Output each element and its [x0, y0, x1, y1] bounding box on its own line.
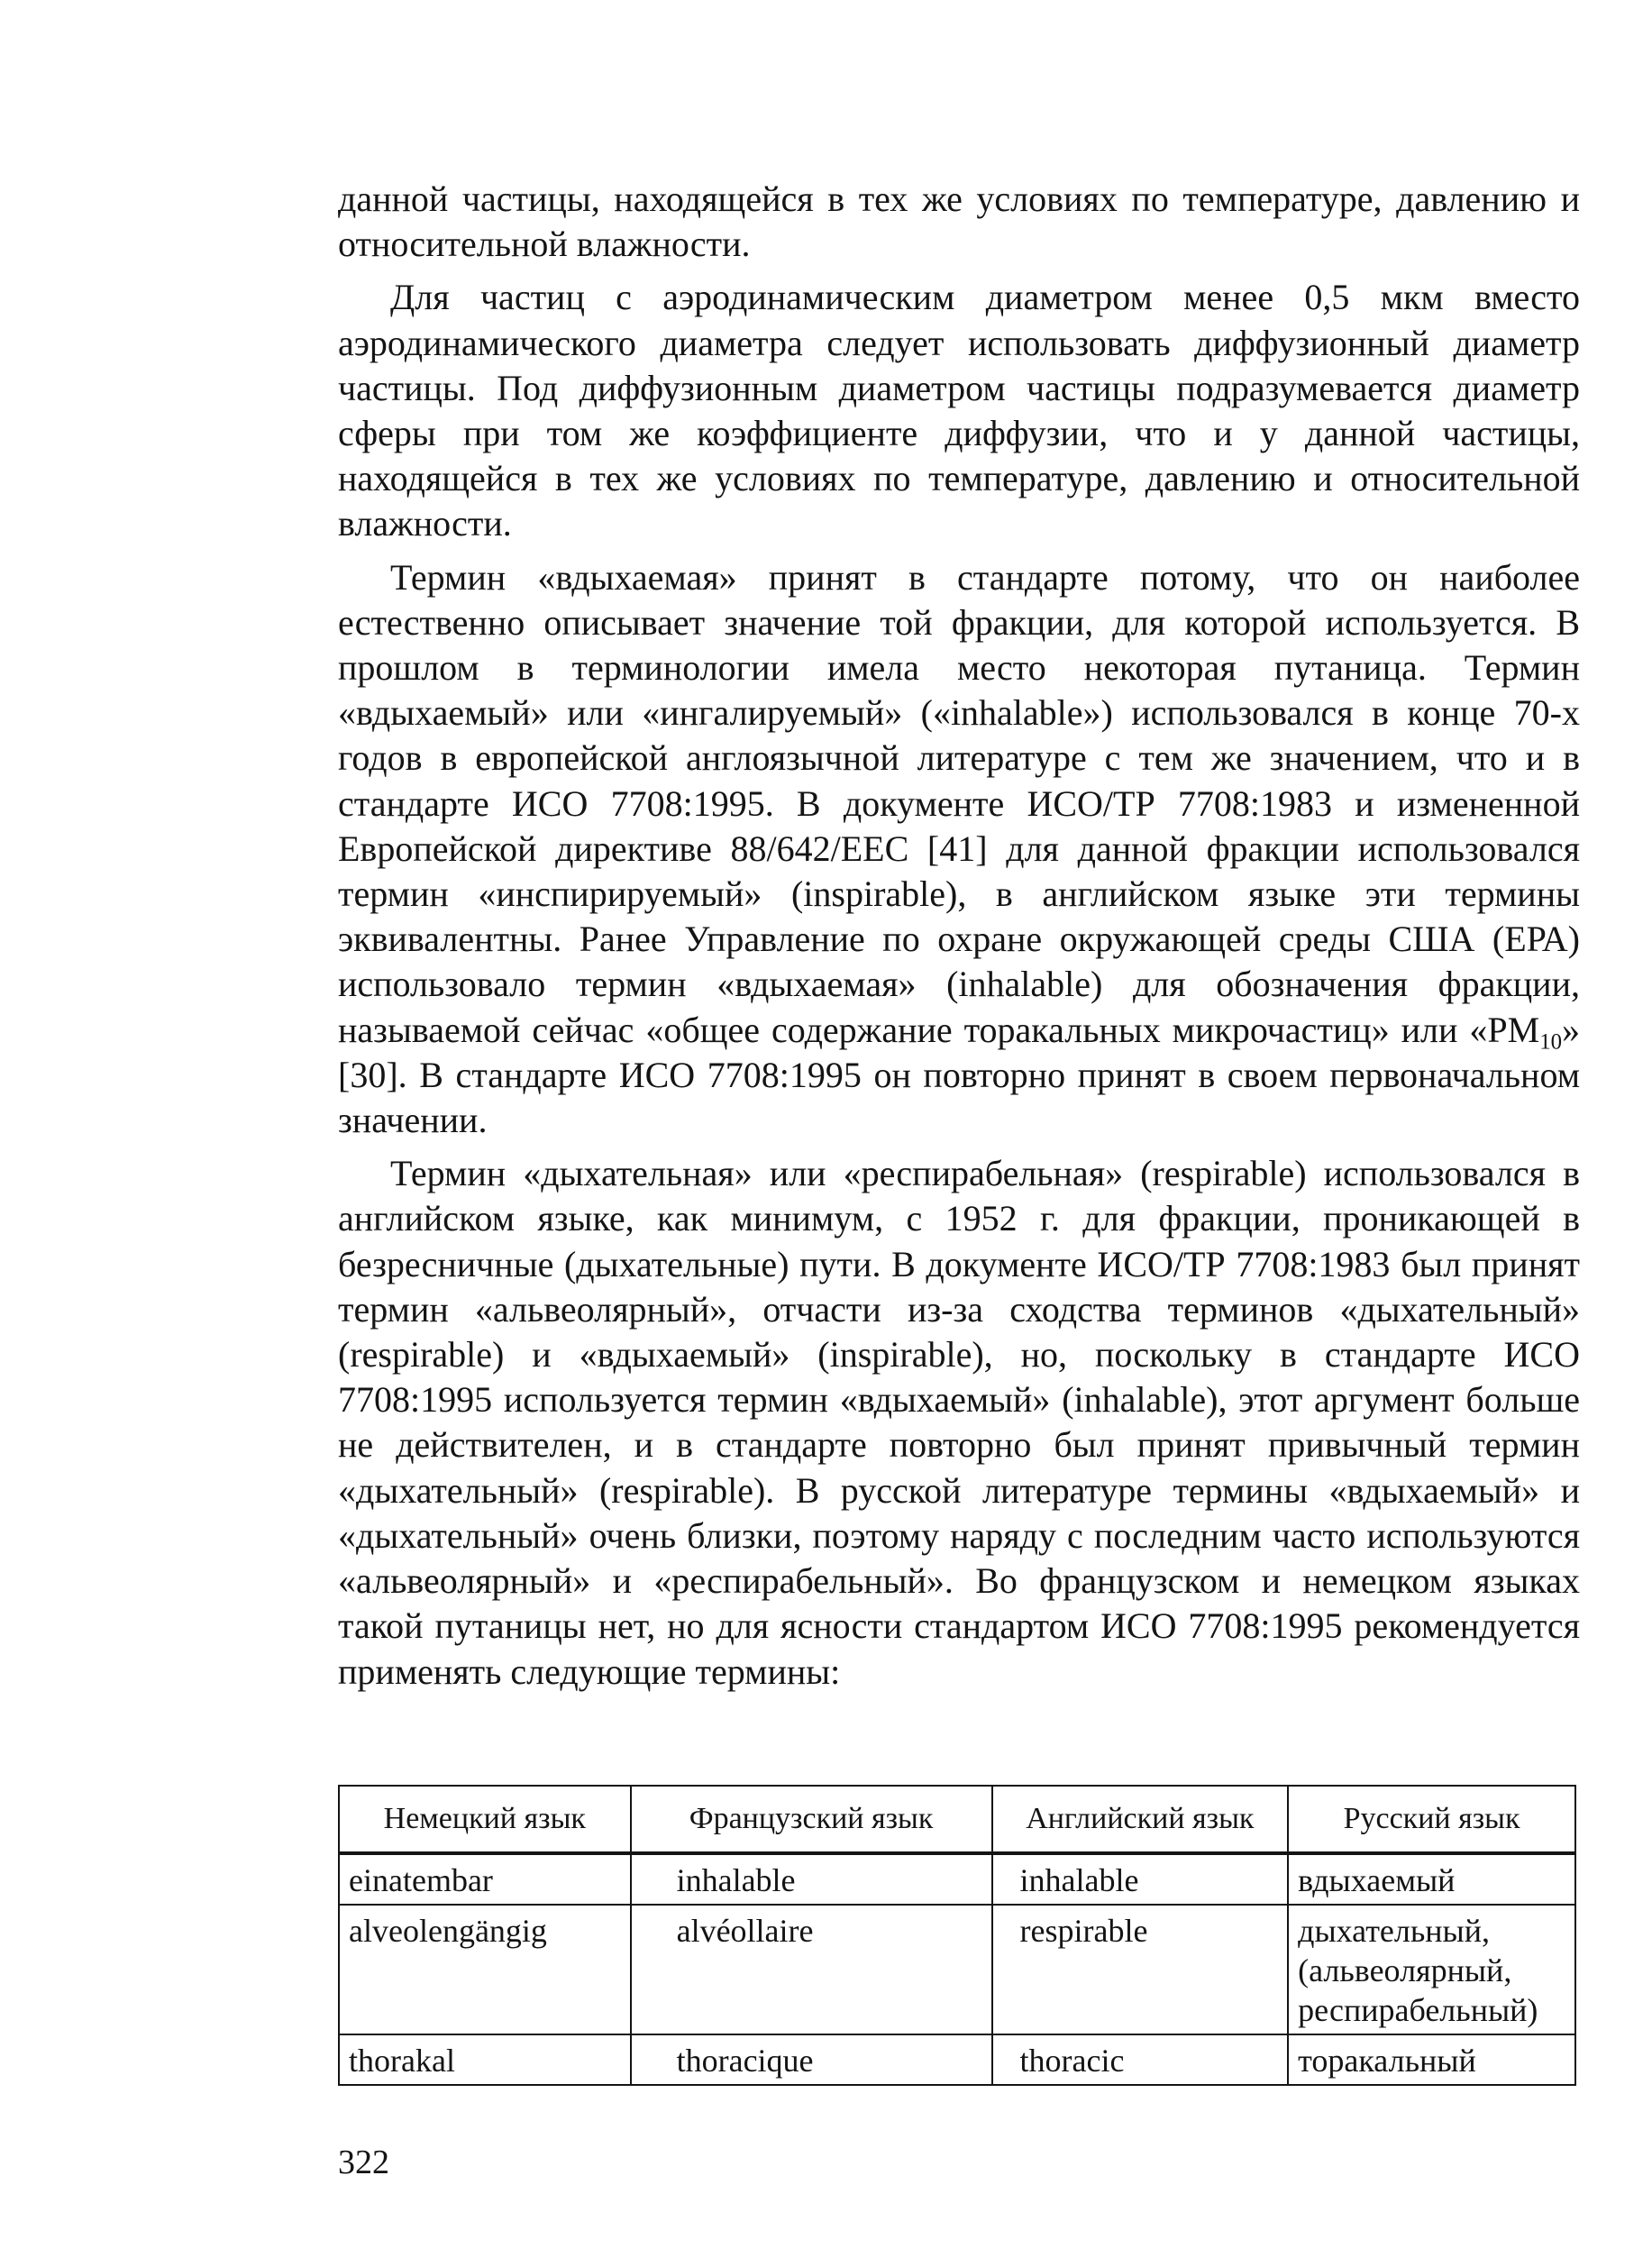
table-row	[339, 1853, 1575, 1905]
paragraph-2: Для частиц с аэродинамическим диаметром менее 0,5 мкм вместо аэродинамического диаметра следует использовать диффузионный диаметр частицы. Под диффузионным диаметром частицы подразумевается диаметр сферы при том же коэффициенте диффузии, что и у данной частицы, находящейся в тех же условиях по температуре, давлению и относительной влажности.	[338, 277, 1580, 544]
cell-english: thoracic	[992, 2034, 1289, 2085]
cell-french: inhalable	[631, 1853, 992, 1905]
paragraph-4: Термин «дыхательная» или «респирабельная» (respirable) использовался в английском языке, как минимум, с 1952 г. для фракции, проникающей в безресничные (дыхательные) пути. В документе ИСО/ТР 7708:1983 был принят термин «альвеолярный», отчасти из-за сходства терминов «дыхательный» (respirable) и «вдыхаемый» (inspirable), но, поскольку в стандарте ИСО 7708:1995 используется термин «вдыхаемый» (inhalable), этот аргумент больше не действителен, и в стандарте повторно был принят привычный термин «дыхательный» (respirable). В русской литературе термины «вдыхаемый» и «дыхательный» очень близки, поэтому наряду с последним часто используются «альвеолярный» и «респирабельный». Во французском и немецком языках такой путаницы нет, но для ясности стандартом ИСО 7708:1995 рекомендуется применять следующие термины:	[338, 1153, 1580, 1692]
cell-french: thoracique	[631, 2034, 992, 2085]
cell-russian: дыхательный, (альвеолярный, респирабельный)	[1288, 1905, 1575, 2034]
paragraph-1: данной частицы, находящейся в тех же условиях по температуре, давлению и относительной влажности.	[338, 178, 1580, 265]
cell-german: thorakal	[339, 2034, 631, 2085]
paragraph-3	[338, 555, 1580, 1144]
cell-russian: торакальный	[1288, 2034, 1575, 2085]
pm-subscript: 10	[1539, 1029, 1562, 1055]
cell-english: inhalable	[992, 1853, 1289, 1905]
page-content	[338, 177, 1580, 2079]
table-row	[339, 1905, 1575, 2034]
cell-french: alvéollaire	[631, 1905, 992, 2034]
cell-russian: вдыхаемый	[1288, 1853, 1575, 1905]
cell-german: alveolengängig	[339, 1905, 631, 2034]
terms-table	[338, 1785, 1576, 2086]
page-number: 322	[338, 2144, 389, 2181]
cell-german: einatembar	[339, 1853, 631, 1905]
table-header-row	[339, 1786, 1575, 1853]
cell-english: respirable	[992, 1905, 1289, 2034]
header-german: Немецкий язык	[339, 1786, 631, 1853]
paragraph-3-text-start: Термин «вдыхаемая» принят в стандарте потому, что он наиболее естественно описывает значение той фракции, для которой используется. В прошлом в терминологии имела место некоторая путаница. Термин «вдыхаемый» или «ингалируемый» («inhalable») использовался в конце 70-х годов в европейской англоязычной литературе с тем же значением, что и в стандарте ИСО 7708:1995. В документе ИСО/ТР 7708:1983 и измененной Европейской директиве 88/642/ЕЕС [41] для данной фракции использовался термин «инспирируемый» (inspirable), в английском языке эти термины эквивалентны. Ранее Управление по охране окружающей среды США (ЕРА) использовало термин «вдыхаемая» (inhalable) для обозначения фракции, называемой сейчас «общее содержание торакальных микрочастиц» или «РМ	[338, 556, 1580, 1050]
header-english: Английский язык	[992, 1786, 1289, 1853]
paragraph-3-text-end: » [30]. В стандарте ИСО 7708:1995 он повторно принят в своем первоначальном значении.	[338, 1009, 1580, 1141]
header-french: Французский язык	[631, 1786, 992, 1853]
table-row	[339, 2034, 1575, 2085]
header-russian: Русский язык	[1288, 1786, 1575, 1853]
